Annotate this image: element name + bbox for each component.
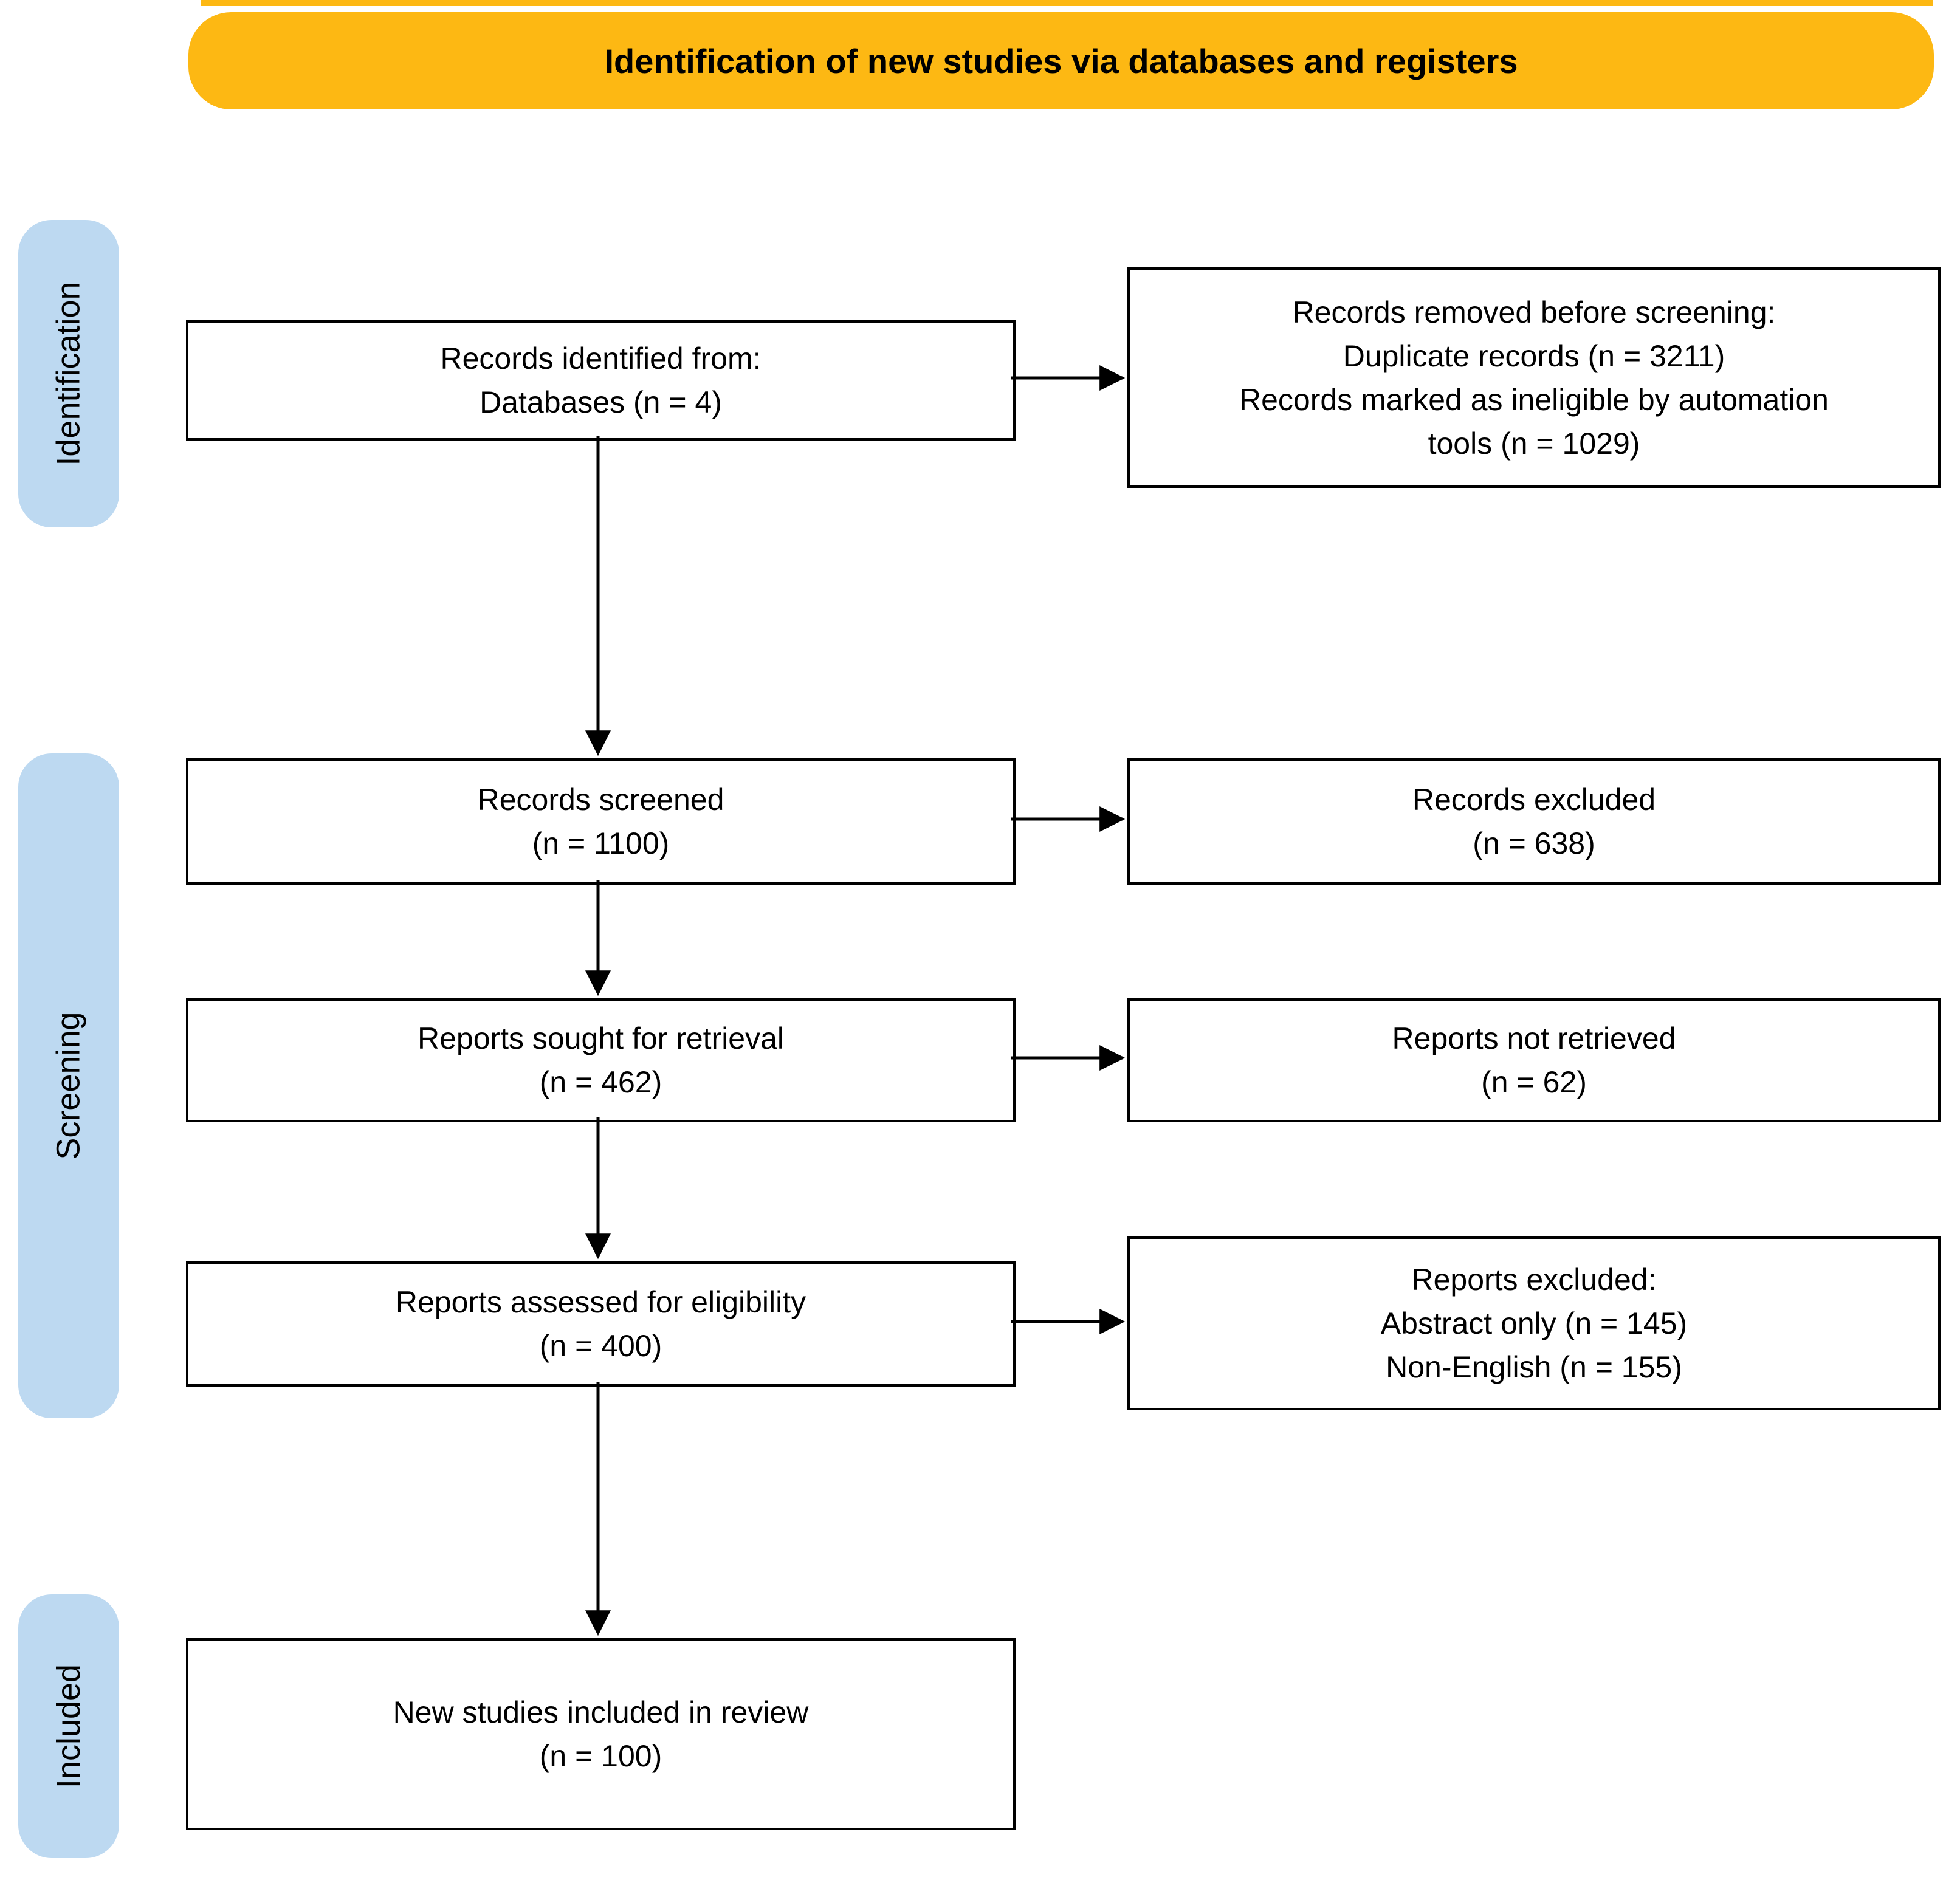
box-line: Databases (n = 4) — [480, 385, 722, 419]
flow-box-records-screened — [186, 758, 1016, 885]
box-line: Records screened — [477, 783, 724, 817]
title-banner — [188, 12, 1934, 109]
stage-pill-included — [18, 1594, 119, 1858]
stage-label-screening: Screening — [50, 1012, 88, 1160]
flow-box-records-removed — [1127, 267, 1941, 488]
flow-box-reports-sought — [186, 998, 1016, 1122]
box-line: Records marked as ineligible by automation — [1239, 382, 1829, 417]
box-line: Reports assessed for eligibility — [395, 1285, 806, 1319]
box-line: Abstract only (n = 145) — [1380, 1306, 1688, 1340]
box-line: Reports sought for retrieval — [417, 1021, 785, 1055]
flow-box-reports-not-retrieved — [1127, 998, 1941, 1122]
box-line: Reports excluded: — [1411, 1263, 1657, 1297]
box-line: tools (n = 1029) — [1428, 426, 1640, 461]
box-line: (n = 62) — [1481, 1065, 1587, 1099]
box-line: (n = 462) — [539, 1065, 662, 1099]
title-banner-label: Identification of new studies via databases and registers — [604, 41, 1518, 80]
box-line: Records removed before screening: — [1292, 295, 1776, 329]
box-line: (n = 1100) — [532, 826, 670, 860]
stage-pill-identification — [18, 220, 119, 527]
box-line: Non-English (n = 155) — [1386, 1350, 1682, 1384]
cropped-banner-edge — [201, 0, 1933, 6]
box-line: (n = 100) — [539, 1739, 662, 1773]
box-line: Reports not retrieved — [1392, 1021, 1676, 1055]
box-line: (n = 400) — [539, 1329, 662, 1363]
flow-box-reports-assessed — [186, 1261, 1016, 1387]
box-line: Records excluded — [1412, 783, 1656, 817]
stage-label-included: Included — [50, 1664, 88, 1789]
flow-box-new-studies-included — [186, 1638, 1016, 1830]
box-line: New studies included in review — [393, 1695, 809, 1729]
flow-box-records-excluded — [1127, 758, 1941, 885]
box-line: (n = 638) — [1473, 826, 1595, 860]
stage-pill-screening — [18, 753, 119, 1418]
flow-box-reports-excluded — [1127, 1236, 1941, 1410]
box-line: Duplicate records (n = 3211) — [1343, 338, 1725, 373]
flow-box-records-identified — [186, 320, 1016, 441]
stage-label-identification: Identification — [50, 281, 88, 466]
box-line: Records identified from: — [440, 341, 762, 376]
